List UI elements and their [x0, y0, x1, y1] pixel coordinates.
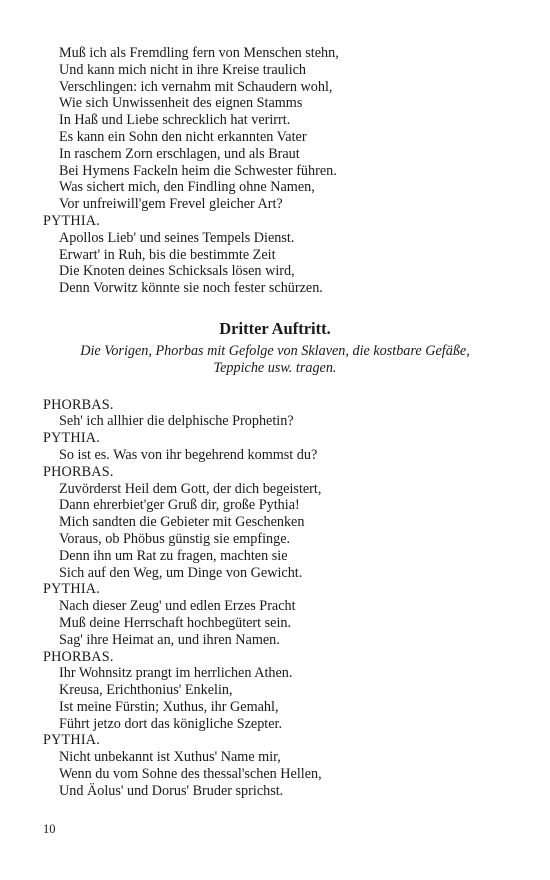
verse-line: Ist meine Fürstin; Xuthus, ihr Gemahl,: [59, 698, 279, 715]
speech-block: [43, 732, 507, 799]
verse-block: [43, 45, 507, 213]
verse-line: In Haß und Liebe schrecklich hat verirrt.: [59, 112, 291, 129]
speech-block: [43, 581, 507, 648]
verse-line: Muß deine Herrschaft hochbegütert sein.: [59, 614, 292, 631]
speaker-name: PYTHIA.: [43, 212, 100, 229]
verse-line: So ist es. Was von ihr begehrend kommst du?: [59, 446, 318, 463]
verse-line: Kreusa, Erichthonius' Enkelin,: [59, 682, 233, 699]
speaker-name: PHORBAS.: [43, 463, 114, 480]
speaker-name: PHORBAS.: [43, 648, 114, 665]
speech-block: [43, 397, 507, 431]
verse-line: Nicht unbekannt ist Xuthus' Name mir,: [59, 749, 281, 766]
verse-line: In raschem Zorn erschlagen, und als Braut: [59, 145, 300, 162]
verse-line: Und Äolus' und Dorus' Bruder sprichst.: [59, 782, 284, 799]
verse-line: Bei Hymens Fackeln heim die Schwester führen.: [59, 162, 337, 179]
stage-direction: [43, 343, 507, 377]
stage-direction-line: Die Vorigen, Phorbas mit Gefolge von Sklaven, die kostbare Gefäße,: [80, 342, 470, 359]
verse-line: Nach dieser Zeug' und edlen Erzes Pracht: [59, 598, 296, 615]
verse-line: Denn ihn um Rat zu fragen, machten sie: [59, 547, 288, 564]
verse-line: Wenn du vom Sohne des thessal'schen Hellen,: [59, 766, 322, 783]
speaker-name: PYTHIA.: [43, 581, 100, 598]
speaker-name: PYTHIA.: [43, 430, 100, 447]
verse-line: Zuvörderst Heil dem Gott, der dich begeistert,: [59, 480, 322, 497]
verse-line: Verschlingen: ich vernahm mit Schaudern wohl,: [59, 78, 333, 95]
verse-line: Muß ich als Fremdling fern von Menschen stehn,: [59, 45, 339, 61]
verse-line: Voraus, ob Phöbus günstig sie empfinge.: [59, 530, 291, 547]
verse-line: Wie sich Unwissenheit des eignen Stamms: [59, 95, 303, 112]
verse-line: Ihr Wohnsitz prangt im herrlichen Athen.: [59, 665, 293, 682]
speech-block: [43, 213, 507, 297]
verse-line: Sich auf den Weg, um Dinge von Gewicht.: [59, 564, 303, 581]
page-number: 10: [43, 822, 56, 836]
scene-heading: Dritter Auftritt.: [219, 318, 331, 338]
verse-line: Seh' ich allhier die delphische Prophetin?: [59, 413, 294, 430]
verse-line: Vor unfreiwill'gem Frevel gleicher Art?: [59, 196, 283, 213]
speech-block: [43, 464, 507, 582]
verse-line: Denn Vorwitz könnte sie noch fester schürzen.: [59, 280, 323, 297]
verse-line: Was sichert mich, den Findling ohne Namen,: [59, 179, 315, 196]
verse-line: Sag' ihre Heimat an, und ihren Namen.: [59, 631, 280, 648]
speech-block: [43, 430, 507, 464]
speech-block: [43, 649, 507, 733]
page-body: [43, 45, 507, 800]
speaker-name: PHORBAS.: [43, 396, 114, 413]
verse-line: Es kann ein Sohn den nicht erkannten Vater: [59, 128, 307, 145]
speaker-name: PYTHIA.: [43, 732, 100, 749]
verse-line: Mich sandten die Gebieter mit Geschenken: [59, 514, 305, 531]
verse-line: Und kann mich nicht in ihre Kreise traulich: [59, 61, 307, 78]
verse-line: Erwart' in Ruh, bis die bestimmte Zeit: [59, 246, 276, 263]
verse-line: Dann ehrerbiet'ger Gruß dir, große Pythia!: [59, 497, 300, 514]
stage-direction-line: Teppiche usw. tragen.: [213, 359, 337, 376]
verse-line: Die Knoten deines Schicksals lösen wird,: [59, 263, 295, 280]
verse-line: Apollos Lieb' und seines Tempels Dienst.: [59, 229, 295, 246]
verse-line: Führt jetzo dort das königliche Szepter.: [59, 715, 283, 732]
